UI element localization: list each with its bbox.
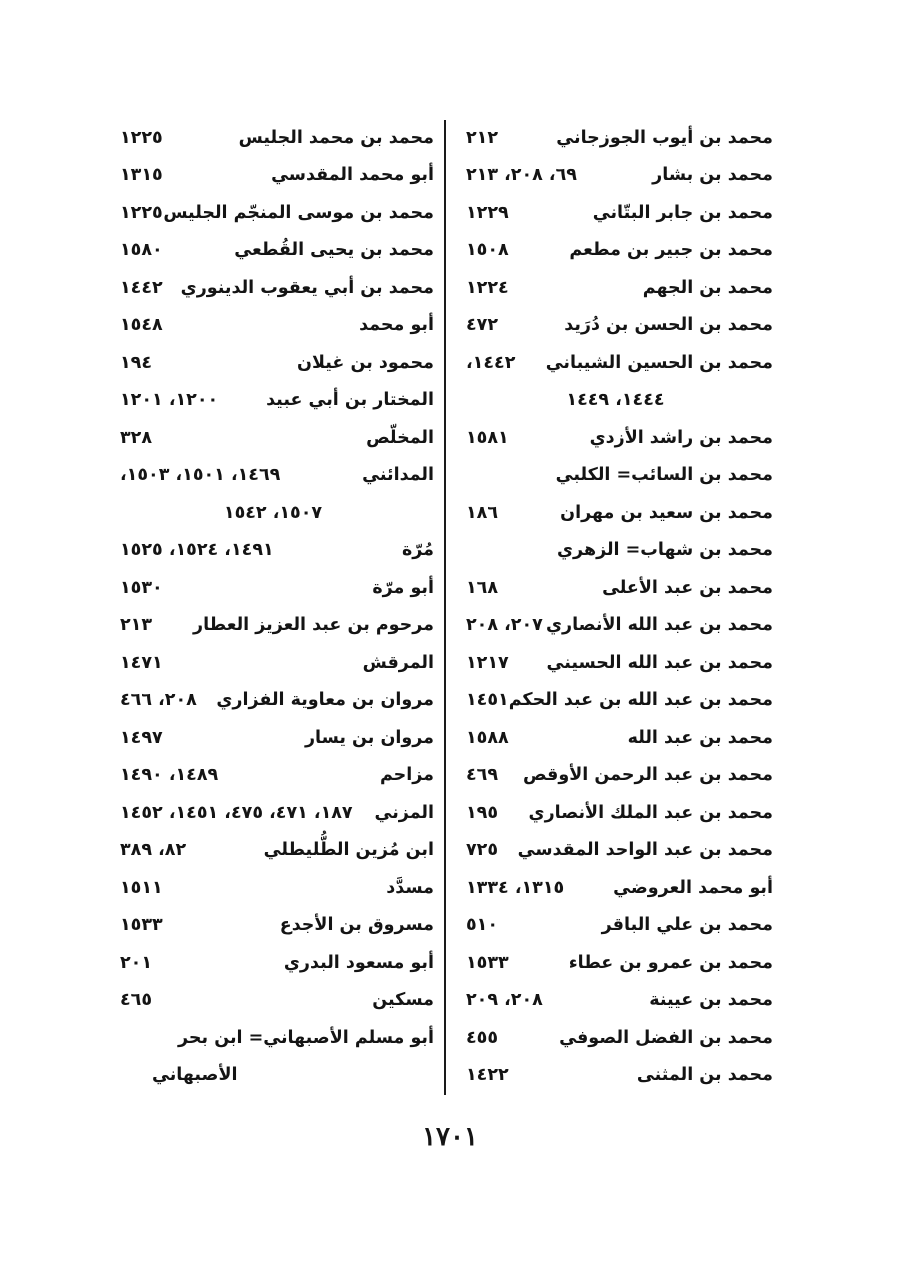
entry-name: مروان بن يسار [304,727,434,748]
entry-pages: ١٥٠٧، ١٥٤٢ [223,502,323,523]
entry-pages: ١٤٤٢، [466,352,516,373]
index-entry [112,719,434,757]
index-entry [112,907,434,945]
index-entry [458,869,773,907]
entry-name: مسروق بن الأجدع [279,915,434,936]
entry-name: محمد بن عمرو بن عطاء [568,952,773,973]
entry-pages: ١٢٢٤ [466,277,509,298]
index-entry [458,944,773,982]
entry-pages: ١٥٣٣ [120,915,163,936]
index-entry [458,607,773,645]
entry-name: مسدَّد [386,877,434,898]
entry-pages: ١٩٤ [120,352,153,373]
index-entry-continuation [458,382,773,420]
entry-name: أبو مسعود البدري [283,952,434,973]
entry-name: محمد بن عبد الأعلى [602,577,773,598]
entry-name: محمد بن عبد الله بن عبد الحكم [508,690,773,711]
index-entry [458,644,773,682]
entry-name: محمد بن راشد الأزدي [589,427,773,448]
entry-pages: ٨٢، ٣٨٩ [120,840,187,861]
index-entry [112,644,434,682]
index-entry [458,307,773,345]
index-column-right [458,119,773,1094]
page-number: ١٧٠١ [422,1122,478,1152]
entry-name: أبو محمد المقدسي [271,165,434,186]
index-entry [458,1057,773,1095]
entry-name: المزني [374,802,434,823]
entry-pages: ١٤٤٤، ١٤٤٩ [566,390,665,411]
index-entry [458,682,773,720]
entry-name: محمد بن الجهم [642,277,773,298]
entry-pages: ١٢٢٥ [120,127,163,148]
index-entry-continuation [112,494,434,532]
entry-name: محمد بن عبد الله [627,727,773,748]
entry-name: مزاحم [379,765,434,786]
entry-name: محمد بن الحسين الشيباني [545,352,773,373]
entry-pages: ١٤٤٢ [120,277,163,298]
index-entry [112,344,434,382]
index-entry [112,382,434,420]
index-entry [458,194,773,232]
entry-name: محمد بن عيينة [649,990,773,1011]
entry-name: محمد بن عبد الملك الأنصاري [528,802,773,823]
entry-name: محمد بن الفضل الصوفي [559,1027,773,1048]
entry-pages: ١٣١٥ [120,165,163,186]
entry-name: محمد بن يحيى القُطعي [234,240,434,261]
entry-name: مرحوم بن عبد العزيز العطار [193,615,434,636]
index-entry [458,569,773,607]
entry-pages: ٢٠٧، ٢٠٨ [466,615,543,636]
entry-name: مُرّة [401,540,434,561]
entry-name: محمد بن علي الباقر [601,915,773,936]
index-entry [458,719,773,757]
index-entry [112,794,434,832]
index-entry [112,232,434,270]
entry-name: ابن مُزين الطُّليطلي [263,840,434,861]
entry-name: المخلّص [366,427,434,448]
index-entry [112,1019,434,1057]
entry-pages: ١٥٨٨ [466,727,509,748]
entry-name: محمد بن عبد الواحد المقدسي [517,840,773,861]
entry-name: محمد بن عبد الله الأنصاري [545,615,773,636]
index-entry [112,569,434,607]
entry-name: محمد بن عبد الرحمن الأوقص [523,765,773,786]
entry-pages: ١٤٧١ [120,652,163,673]
index-entry [112,532,434,570]
entry-name: محمد بن محمد الجليس [238,127,434,148]
entry-pages: ١٥١١ [120,877,163,898]
index-entry [458,344,773,382]
entry-pages: ٤٦٥ [120,990,153,1011]
column-divider [444,120,446,1095]
index-entry [112,944,434,982]
entry-pages: ١٥٤٨ [120,315,163,336]
entry-pages: ٤٥٥ [466,1027,499,1048]
index-entry [112,607,434,645]
entry-pages: ٧٢٥ [466,840,499,861]
index-entry [112,682,434,720]
index-entry [112,269,434,307]
entry-pages: ١٣١٥، ١٣٣٤ [466,877,565,898]
entry-pages: ٢٠٨، ٢٠٩ [466,990,543,1011]
entry-name: محمد بن الحسن بن دُرَيد [564,315,773,336]
entry-name: أبو محمد [359,315,434,336]
entry-pages: ١٢٠٠، ١٢٠١ [120,390,219,411]
index-entry [458,494,773,532]
entry-pages: ٤٧٢ [466,315,499,336]
index-column-left [112,119,434,1094]
entry-pages: ١٢٢٥ [120,202,163,223]
entry-name: محمد بن عبد الله الحسيني [546,652,773,673]
index-entry [112,832,434,870]
entry-name: محمد بن جابر البتّاني [592,202,773,223]
index-entry [112,194,434,232]
entry-name: مروان بن معاوية الفزاري [216,690,434,711]
entry-name: محمد بن أيوب الجوزجاني [556,127,773,148]
entry-name: أبو مرّة [372,577,434,598]
entry-pages: ١٤٨٩، ١٤٩٠ [120,765,219,786]
index-entry [458,832,773,870]
entry-pages: ١٥٣٣ [466,952,509,973]
entry-pages: ١٤٩٧ [120,727,163,748]
index-entry [458,532,773,570]
entry-pages: ١٨٦ [466,502,499,523]
entry-name: محمد بن سعيد بن مهران [560,502,773,523]
index-entry [458,1019,773,1057]
entry-name: المدائني [362,465,434,486]
entry-pages: ٣٢٨ [120,427,153,448]
entry-name: الأصبهاني [152,1065,238,1086]
entry-name: محمد بن السائب= الكلبي [555,465,773,486]
entry-name: المختار بن أبي عبيد [266,390,434,411]
index-entry [458,157,773,195]
entry-pages: ١٢٢٩ [466,202,509,223]
index-entry [112,457,434,495]
entry-pages: ٢٠١ [120,952,153,973]
index-entry [458,907,773,945]
entry-pages: ٥١٠ [466,915,499,936]
entry-name: محمد بن بشار [652,165,773,186]
entry-name: محمد بن شهاب= الزهري [557,540,773,561]
entry-pages: ١٤٩١، ١٥٢٤، ١٥٢٥ [120,540,274,561]
index-entry [458,119,773,157]
entry-pages: ٢٠٨، ٤٦٦ [120,690,197,711]
index-entry-continuation [112,1057,434,1095]
index-entry [458,232,773,270]
index-entry [458,457,773,495]
index-entry [112,307,434,345]
entry-pages: ١٥٣٠ [120,577,163,598]
index-entry [112,119,434,157]
entry-pages: ١٨٧، ٤٧١، ٤٧٥، ١٤٥١، ١٤٥٢ [120,802,353,823]
entry-name: المرقش [362,652,434,673]
entry-name: محمد بن أبي يعقوب الدينوري [180,277,434,298]
entry-name: أبو مسلم الأصبهاني= ابن بحر [178,1027,434,1048]
entry-pages: ٢١٢ [466,127,499,148]
index-entry [458,419,773,457]
entry-name: أبو محمد العروضي [613,877,773,898]
entry-pages: ١٥٨٠ [120,240,163,261]
index-entry [112,757,434,795]
entry-name: محمود بن غيلان [297,352,434,373]
entry-name: محمد بن المثنى [636,1065,773,1086]
index-entry [112,982,434,1020]
index-entry [458,794,773,832]
entry-pages: ١٤٥١ [465,690,509,711]
index-entry [458,982,773,1020]
index-entry [458,757,773,795]
index-entry [458,269,773,307]
entry-pages: ١٥٠٨ [466,240,509,261]
index-entry [112,869,434,907]
entry-name: مسكين [372,990,434,1011]
index-entry [112,419,434,457]
entry-pages: ١٤٢٢ [466,1065,509,1086]
entry-pages: ١٢١٧ [466,652,509,673]
index-entry [112,157,434,195]
entry-pages: ٢١٣ [120,615,153,636]
entry-name: محمد بن موسى المنجّم الجليس [163,202,434,223]
entry-pages: ١٥٨١ [466,427,509,448]
entry-name: محمد بن جبير بن مطعم [569,240,773,261]
entry-pages: ٦٩، ٢٠٨، ٢١٣ [466,165,577,186]
entry-pages: ١٦٨ [466,577,499,598]
entry-pages: ١٤٦٩، ١٥٠١، ١٥٠٣، [120,465,281,486]
entry-pages: ١٩٥ [466,802,499,823]
entry-pages: ٤٦٩ [466,765,499,786]
